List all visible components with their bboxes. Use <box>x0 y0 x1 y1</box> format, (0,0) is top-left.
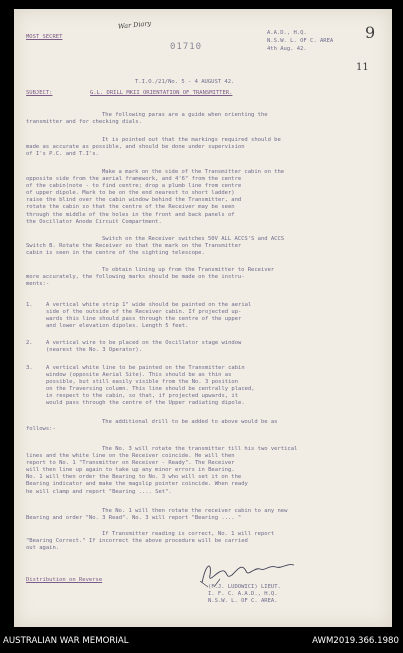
item-text-1: A vertical white strip 1" wide should be painted on the aerial side of the outside of the Receiver cabin. If projected up- wards this line should pass through the centre of the upper and lower elevation dipoles. Length 5 feet. <box>46 302 252 330</box>
paragraph-2: It is pointed out that the markings required should be made as accurate as possible, and should be done under supervision of I's P.C. and T.I's. <box>26 137 281 158</box>
paragraph-3: Make a mark on the side of the Transmitter cabin on the opposite side from the aerial framework, and 4'6" from the centre of the cabin(note - to find centre; drop a plumb line from centre of upper dipole. Mark to be on the end nearest to short ladder) raise the blind over the cabin window behind the Transmitter, and rotate the cabin so that the centre of the Receiver may be seen through the middle of the holes in the front and back panels of the Oscillator Anode Circuit Compartment. <box>26 169 285 225</box>
stamp-number: 01710 <box>170 42 203 52</box>
item-text-3: A vertical white line to be painted on the Transmitter cabin window (opposite Aerial Site). This should be as thin as possible, but still easily visible from the No. 3 position on the Traversing column. This line should be centrally placed, in respect to the cabin, so that, if projected upwards, it would pass through the centre of the Upper radiating dipole. <box>46 365 255 407</box>
paragraph-5: To obtain lining up from the Transmitter to Receiver more accurately, the following marks should be made on the instru- ments:- <box>26 267 275 288</box>
item-number-2: 2. <box>26 340 33 346</box>
accession-number: AWM2019.366.1980 <box>312 636 399 646</box>
paragraph-1: The following paras are a guide when orienting the transmitter and for checking dials. <box>26 112 268 126</box>
archive-footer <box>0 627 403 653</box>
subject-text: G.L. DRILL MKII ORIENTATION OF TRANSMITTER. <box>90 90 233 96</box>
paragraph-7: The No. 3 will rotate the transmitter till his two vertical lines and the white line on the Receiver coincide. He will then report to No. 1 "Transmitter on Receiver - Ready". The Receiver will then line up again to take up any minor errors in Bearing. No. 1 will then order the Bearing to No. 3 who will set it on the Bearing indicator and make the magslip pointer coincide. When ready he will clamp and report "Bearing .... Set". <box>26 446 298 495</box>
document-page <box>14 9 392 627</box>
margin-number: 11 <box>356 62 369 73</box>
reference-line: T.I.O./21/No. 5 - 4 AUGUST 42. <box>135 79 235 85</box>
institution-label: AUSTRALIAN WAR MEMORIAL <box>3 636 129 646</box>
item-number-3: 3. <box>26 365 33 371</box>
sender-line-1: A.A.D., H.Q. <box>267 30 307 36</box>
paragraph-9: If Transmitter reading is correct, No. 1 will report "Bearing Correct." If incorrect the above procedure will be carried out again. <box>26 531 275 552</box>
pencil-annotation: War Diary <box>117 19 152 31</box>
item-number-1: 1. <box>26 302 33 308</box>
subject-label: SUBJECT: <box>26 90 53 96</box>
sender-line-3: 4th Aug. 42. <box>267 46 307 52</box>
item-text-2: A vertical wire to be placed on the Oscillator stage window (nearest the No. 3 Operator). <box>46 340 242 354</box>
classification-stamp: MOST SECRET <box>26 34 63 40</box>
sender-line-2: N.S.W. L. OF C. AREA <box>267 38 334 44</box>
paragraph-4: Switch on the Receiver switches 50V ALL ACCS'S and ACCS Switch B. Rotate the Receiver so that the mark on the Transmitter cabin is seen in the centre of the sighting telescope. <box>26 236 285 257</box>
signature-block: (F.J. LUDOWICI) LIEUT. I. F. C. A.A.D., H.Q. N.S.W. L. OF C. AREA. <box>208 584 281 605</box>
distribution-note: Distribution on Reverse <box>26 577 103 583</box>
paragraph-8: The No. 1 will then rotate the receiver cabin to any new Bearing and order "No. 3 Read". No. 3 will report "Bearing .... " <box>26 508 288 522</box>
page-number: 9 <box>365 23 376 42</box>
paragraph-6: The additional drill to be added to above would be as follows:- <box>26 419 278 433</box>
